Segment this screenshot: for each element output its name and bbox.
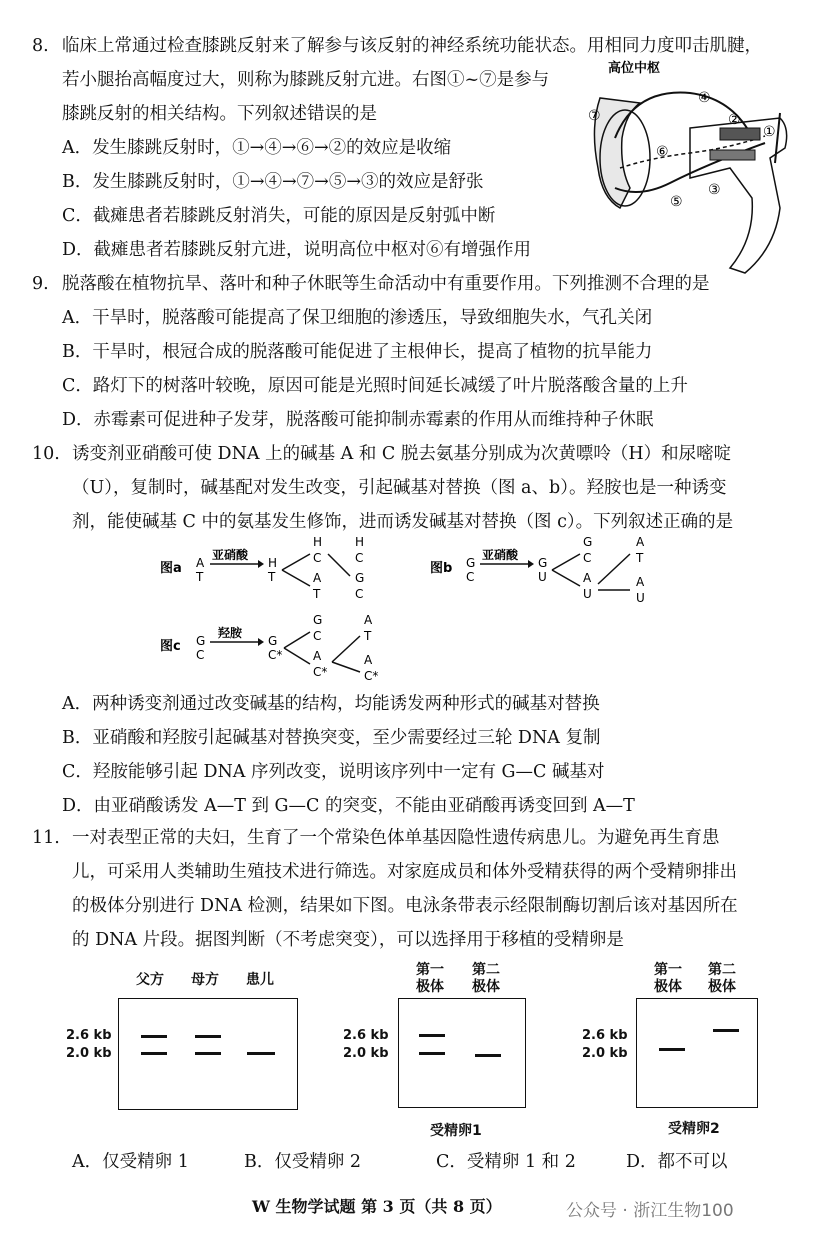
- mutation-figures: [150, 532, 710, 692]
- page-footer: W 生物学试题 第 3 页（共 8 页）: [252, 1197, 502, 1216]
- gel3-band-first-low: [659, 1048, 685, 1051]
- svg-text:A: A: [364, 613, 373, 627]
- gel1-band-father-low: [141, 1052, 167, 1055]
- svg-text:G: G: [196, 634, 206, 648]
- svg-text:A: A: [313, 571, 322, 585]
- q10-option-c[interactable]: C．羟胺能够引起 DNA 序列改变，说明该序列中一定有 G—C 碱基对: [62, 762, 605, 782]
- gel-3: [636, 998, 758, 1108]
- gel3-kb-high: 2.6 kb: [582, 1028, 628, 1043]
- q10-stem-3: 剂，能使碱基 C 中的氨基发生修饰，进而诱发碱基对替换（图 c）。下列叙述正确的是: [72, 512, 734, 532]
- svg-text:A: A: [196, 556, 205, 570]
- svg-text:A: A: [636, 575, 645, 589]
- fig-a-label: 图a: [160, 561, 182, 576]
- q8-option-a[interactable]: A．发生膝跳反射时，①→④→⑥→②的效应是收缩: [62, 138, 452, 158]
- q10-option-a[interactable]: A．两种诱变剂通过改变碱基的结构，均能诱发两种形式的碱基对替换: [62, 694, 600, 714]
- figure-c: [160, 613, 378, 683]
- svg-text:亚硝酸: 亚硝酸: [482, 548, 519, 562]
- q10-stem-1: 诱变剂亚硝酸可使 DNA 上的碱基 A 和 C 脱去氨基分别成为次黄嘌呤（H）和尿嘧啶: [72, 444, 732, 464]
- q10-option-d[interactable]: D．由亚硝酸诱发 A—T 到 G—C 的突变，不能由亚硝酸再诱变回到 A—T: [62, 796, 635, 816]
- gel1-band-child-low: [247, 1052, 275, 1055]
- q8-number: 8.: [32, 36, 49, 56]
- q11-option-b[interactable]: B．仅受精卵 2: [244, 1152, 362, 1172]
- svg-text:T: T: [268, 570, 276, 584]
- label-2: ②: [728, 112, 741, 128]
- svg-text:A: A: [636, 535, 645, 549]
- q9-stem: 脱落酸在植物抗旱、落叶和种子休眠等生命活动中有重要作用。下列推测不合理的是: [62, 274, 710, 294]
- q9-option-d[interactable]: D．赤霉素可促进种子发芽，脱落酸可能抑制赤霉素的作用从而维持种子休眠: [62, 410, 654, 430]
- q10-number: 10.: [32, 444, 60, 464]
- gel-2: [398, 998, 526, 1108]
- label-5: ⑤: [670, 194, 683, 210]
- q11-number: 11.: [32, 828, 60, 848]
- q11-option-a[interactable]: A．仅受精卵 1: [72, 1152, 189, 1172]
- q11-option-c[interactable]: C．受精卵 1 和 2: [436, 1152, 576, 1172]
- q9-option-c[interactable]: C．路灯下的树落叶较晚，原因可能是光照时间延长减缓了叶片脱落酸含量的上升: [62, 376, 688, 396]
- svg-text:A: A: [583, 571, 592, 585]
- svg-text:H: H: [268, 556, 278, 570]
- gel2-band-second-low: [475, 1054, 501, 1057]
- svg-text:A: A: [364, 653, 373, 667]
- q11-stem-3: 的极体分别进行 DNA 检测，结果如下图。电泳条带表示经限制酶切割后该对基因所在: [72, 896, 738, 916]
- svg-text:C*: C*: [313, 665, 328, 679]
- svg-text:G: G: [583, 535, 593, 549]
- gel1-band-mother-low: [195, 1052, 221, 1055]
- gel1-kb-low: 2.0 kb: [66, 1046, 112, 1061]
- svg-text:A: A: [313, 649, 322, 663]
- q9-option-a[interactable]: A．干旱时，脱落酸可能提高了保卫细胞的渗透压，导致细胞失水，气孔关闭: [62, 308, 653, 328]
- gel3-lane-first-polar: 第一 极体: [654, 962, 682, 995]
- label-6: ⑥: [656, 144, 669, 160]
- gel1-band-mother-high: [195, 1035, 221, 1038]
- svg-text:T: T: [313, 587, 321, 601]
- label-3: ③: [708, 182, 721, 198]
- q9-option-b[interactable]: B．干旱时，根冠合成的脱落酸可能促进了主根伸长，提高了植物的抗旱能力: [62, 342, 653, 362]
- svg-text:C*: C*: [364, 669, 379, 683]
- gel1-lane-father: 父方: [136, 972, 164, 988]
- svg-text:C: C: [355, 587, 364, 601]
- q11-stem-2: 儿，可采用人类辅助生殖技术进行筛选。对家庭成员和体外受精获得的两个受精卵排出: [72, 862, 737, 882]
- svg-text:C: C: [313, 629, 322, 643]
- q8-option-c[interactable]: C．截瘫患者若膝跳反射消失，可能的原因是反射弧中断: [62, 206, 496, 226]
- svg-text:H: H: [313, 535, 323, 549]
- gel2-band-first-low: [419, 1052, 445, 1055]
- q11-stem-1: 一对表型正常的夫妇，生育了一个常染色体单基因隐性遗传病患儿。为避免再生育患: [72, 828, 720, 848]
- gel-1: [118, 998, 298, 1110]
- figure-title: 高位中枢: [608, 61, 661, 76]
- svg-text:C: C: [466, 570, 475, 584]
- svg-text:G: G: [355, 571, 365, 585]
- gel1-band-father-high: [141, 1035, 167, 1038]
- q11-option-d[interactable]: D．都不可以: [626, 1152, 728, 1172]
- svg-text:T: T: [196, 570, 204, 584]
- figure-a: [160, 535, 364, 601]
- q10-option-b[interactable]: B．亚硝酸和羟胺引起碱基对替换突变，至少需要经过三轮 DNA 复制: [62, 728, 601, 748]
- gel2-lane-second-polar: 第二 极体: [472, 962, 500, 995]
- gel2-kb-high: 2.6 kb: [343, 1028, 389, 1043]
- gel1-lane-mother: 母方: [191, 972, 219, 988]
- label-4: ④: [698, 90, 711, 106]
- gel3-kb-low: 2.0 kb: [582, 1046, 628, 1061]
- gel2-kb-low: 2.0 kb: [343, 1046, 389, 1061]
- svg-text:羟胺: 羟胺: [218, 626, 243, 640]
- label-7: ⑦: [588, 108, 601, 124]
- svg-text:G: G: [268, 634, 278, 648]
- svg-text:G: G: [466, 556, 476, 570]
- q8-option-d[interactable]: D．截瘫患者若膝跳反射亢进，说明高位中枢对⑥有增强作用: [62, 240, 532, 260]
- q8-stem-2: 若小腿抬高幅度过大，则称为膝跳反射亢进。右图①~⑦是参与: [62, 70, 550, 90]
- gel1-kb-high: 2.6 kb: [66, 1028, 112, 1043]
- label-1: ①: [763, 124, 776, 140]
- svg-text:U: U: [538, 570, 547, 584]
- svg-text:亚硝酸: 亚硝酸: [212, 548, 249, 562]
- q8-stem-1: 临床上常通过检查膝跳反射来了解参与该反射的神经系统功能状态。用相同力度叩击肌腱，: [62, 36, 762, 56]
- watermark: 公众号 · 浙江生物100: [566, 1201, 734, 1221]
- fig-b-label: 图b: [430, 561, 453, 576]
- q8-stem-3: 膝跳反射的相关结构。下列叙述错误的是: [62, 104, 377, 124]
- q8-option-b[interactable]: B．发生膝跳反射时，①→④→⑦→⑤→③的效应是舒张: [62, 172, 484, 192]
- svg-text:C: C: [583, 551, 592, 565]
- gel3-caption: 受精卵2: [668, 1121, 720, 1137]
- svg-text:T: T: [364, 629, 372, 643]
- gel2-caption: 受精卵1: [430, 1123, 482, 1139]
- gel3-band-second-high: [713, 1029, 739, 1032]
- figure-b: [430, 535, 645, 605]
- q11-stem-4: 的 DNA 片段。据图判断（不考虑突变），可以选择用于移植的受精卵是: [72, 930, 624, 950]
- fig-c-label: 图c: [160, 639, 181, 654]
- svg-text:U: U: [636, 591, 645, 605]
- svg-text:C: C: [196, 648, 205, 662]
- knee-reflex-figure: [580, 58, 805, 288]
- gel1-lane-child: 患儿: [246, 972, 274, 988]
- svg-text:G: G: [538, 556, 548, 570]
- q9-number: 9.: [32, 274, 49, 294]
- gel2-lane-first-polar: 第一 极体: [416, 962, 444, 995]
- svg-text:C*: C*: [268, 648, 283, 662]
- gel3-lane-second-polar: 第二 极体: [708, 962, 736, 995]
- svg-text:C: C: [355, 551, 364, 565]
- svg-text:H: H: [355, 535, 365, 549]
- svg-text:U: U: [583, 587, 592, 601]
- svg-text:T: T: [636, 551, 644, 565]
- svg-text:C: C: [313, 551, 322, 565]
- gel2-band-first-high: [419, 1034, 445, 1037]
- q10-stem-2: （U），复制时，碱基配对发生改变，引起碱基对替换（图 a、b）。羟胺也是一种诱变: [72, 478, 727, 498]
- svg-text:G: G: [313, 613, 323, 627]
